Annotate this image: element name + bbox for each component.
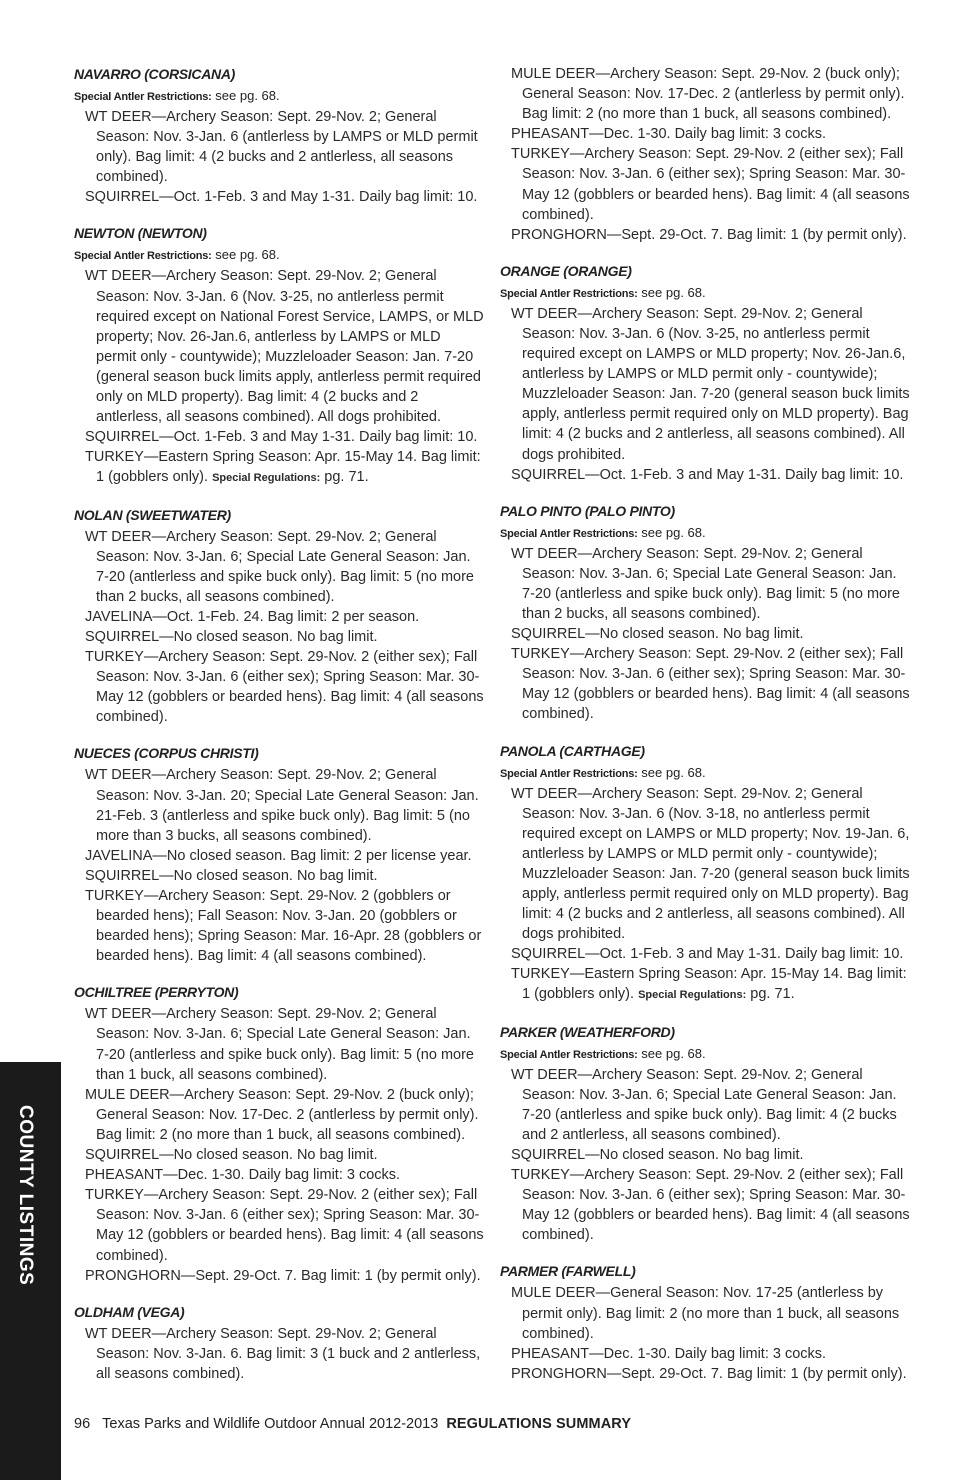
season-entry: WT DEER—Archery Season: Sept. 29-Nov. 2; General Season: Nov. 3-Jan. 6; Special Late General Season: Jan. 7-20 (antlerless and spike buck only). Bag limit: 4 (2 bucks and 2 antlerless, all seasons combined). (511, 1066, 897, 1143)
season-entry: SQUIRREL—No closed season. No bag limit. (85, 1147, 378, 1164)
season-entry: MULE DEER—Archery Season: Sept. 29-Nov. 2 (buck only); General Season: Nov. 17-Dec. 2 (antlerless by permit only). Bag limit: 2 (no more than 1 buck, all seasons combined). (511, 66, 905, 123)
right-column (500, 64, 910, 1400)
special-antler-restrictions (74, 86, 484, 107)
left-column (74, 64, 484, 1400)
season-entry: MULE DEER—Archery Season: Sept. 29-Nov. 2 (buck only); General Season: Nov. 17-Dec. 2 (antlerless by permit only). Bag limit: 2 (no more than 1 buck, all seasons combined). (85, 1086, 479, 1143)
season-entry: WT DEER—Archery Season: Sept. 29-Nov. 2; General Season: Nov. 3-Jan. 6. Bag limit: 3 (1 buck and 2 antlerless, all seasons combined). (85, 1325, 481, 1382)
special-label: Special Antler Restrictions: (74, 250, 212, 263)
special-label: Special Antler Restrictions: (500, 527, 638, 540)
special-regulations-label: Special Regulations: (638, 989, 747, 1002)
season-entry: PHEASANT—Dec. 1-30. Daily bag limit: 3 cocks. (85, 1167, 401, 1184)
special-antler-restrictions (500, 523, 910, 544)
season-entry: JAVELINA—Oct. 1-Feb. 24. Bag limit: 2 per season. (85, 608, 420, 625)
county-title: OLDHAM (VEGA) (74, 1303, 185, 1320)
county-title: ORANGE (ORANGE) (500, 262, 632, 279)
season-entry: PHEASANT—Dec. 1-30. Daily bag limit: 3 cocks. (511, 1345, 827, 1362)
special-regulations-ref: pg. 71. (750, 986, 795, 1003)
county-section (500, 501, 910, 725)
season-entry: TURKEY—Archery Season: Sept. 29-Nov. 2 (either sex); Fall Season: Nov. 3-Jan. 6 (either sex); Spring Season: Mar. 30-May 12 (gobblers or bearded hens). Bag limit: 4 (all seasons combined). (511, 1167, 910, 1244)
season-entry: TURKEY—Archery Season: Sept. 29-Nov. 2 (either sex); Fall Season: Nov. 3-Jan. 6 (either sex); Spring Season: Mar. 30-May 12 (gobblers or bearded hens). Bag limit: 4 (all seasons combined). (85, 649, 484, 726)
county-section (74, 982, 484, 1285)
county-title: PANOLA (CARTHAGE) (500, 742, 645, 759)
side-tab-label: COUNTY LISTINGS (15, 1105, 36, 1286)
season-entry: SQUIRREL—Oct. 1-Feb. 3 and May 1-31. Daily bag limit: 10. (511, 466, 904, 483)
page-number: 96 (74, 1416, 91, 1432)
special-label: Special Antler Restrictions: (500, 287, 638, 300)
season-entry: SQUIRREL—Oct. 1-Feb. 3 and May 1-31. Daily bag limit: 10. (85, 429, 478, 446)
season-entry-text: TURKEY—Eastern Spring Season: Apr. 15-May 14. Bag limit: 1 (gobblers only). (85, 449, 481, 486)
county-section (74, 223, 484, 488)
season-entry: JAVELINA—No closed season. Bag limit: 2 per license year. (85, 847, 472, 864)
county-title: NUECES (CORPUS CHRISTI) (74, 745, 259, 762)
county-title: OCHILTREE (PERRYTON) (74, 984, 239, 1001)
county-section (500, 1261, 910, 1383)
county-section (500, 64, 910, 245)
county-section (74, 64, 484, 207)
season-entry: TURKEY—Archery Season: Sept. 29-Nov. 2 (either sex); Fall Season: Nov. 3-Jan. 6 (either sex); Spring Season: Mar. 30-May 12 (gobblers or bearded hens). Bag limit: 4 (all seasons combined). (85, 1187, 484, 1264)
county-section (74, 743, 484, 966)
special-antler-restrictions (500, 1044, 910, 1065)
county-title: PALO PINTO (PALO PINTO) (500, 502, 675, 519)
season-entry (74, 447, 484, 488)
special-label: Special Antler Restrictions: (74, 91, 212, 103)
publication-title: Texas Parks and Wildlife Outdoor Annual 2012-2013 (102, 1416, 439, 1432)
county-title: NAVARRO (CORSICANA) (74, 66, 235, 82)
special-ref: see pg. 68. (641, 764, 706, 780)
season-entry: SQUIRREL—No closed season. No bag limit. (85, 867, 378, 884)
season-entry: WT DEER—Archery Season: Sept. 29-Nov. 2; General Season: Nov. 3-Jan. 6 (antlerless by LAMPS or MLD permit only). Bag limit: 4 (2 bucks and 2 antlerless, all seasons combined). (85, 109, 478, 186)
season-entry: WT DEER—Archery Season: Sept. 29-Nov. 2; General Season: Nov. 3-Jan. 6; Special Late General Season: Jan. 7-20 (antlerless and spike buck only). Bag limit: 5 (no more than 2 bucks, all seasons combined). (511, 545, 900, 622)
section-title: REGULATIONS SUMMARY (446, 1416, 632, 1432)
season-entry: SQUIRREL—No closed season. No bag limit. (511, 1146, 804, 1163)
county-section (74, 505, 484, 728)
season-entry: WT DEER—Archery Season: Sept. 29-Nov. 2; General Season: Nov. 3-Jan. 6 (Nov. 3-18, no antlerless permit required except on LAMPS or MLD property; Nov. 19-Jan. 6, antlerless by LAMPS or MLD permit only - countywide); Muzzleloader Season: Jan. 7-20 (general season buck limits apply, antlerless permit required only on MLD property). Bag limit: 4 (2 bucks and 2 antlerless, all seasons combined). All dogs prohibited. (511, 785, 910, 943)
season-entry: WT DEER—Archery Season: Sept. 29-Nov. 2; General Season: Nov. 3-Jan. 6 (Nov. 3-25, no antlerless permit required except on LAMPS or MLD property; Nov. 26-Jan.6, antlerless by LAMPS or MLD permit only - countywide); Muzzleloader Season: Jan. 7-20 (general season buck limits apply, antlerless permit required only on MLD property). Bag limit: 4 (2 bucks and 2 antlerless, all seasons combined). All dogs prohibited. (511, 305, 910, 463)
special-regulations-ref: pg. 71. (324, 469, 369, 486)
county-title: PARMER (FARWELL) (500, 1263, 636, 1280)
county-section (500, 261, 910, 485)
season-entry: SQUIRREL—Oct. 1-Feb. 3 and May 1-31. Daily bag limit: 10. (85, 189, 478, 206)
special-ref: see pg. 68. (641, 1045, 706, 1061)
season-entry: WT DEER—Archery Season: Sept. 29-Nov. 2; General Season: Nov. 3-Jan. 6; Special Late General Season: Jan. 7-20 (antlerless and spike buck only). Bag limit: 5 (no more than 1 buck, all seasons combined). (85, 1006, 474, 1083)
special-label: Special Antler Restrictions: (500, 1048, 638, 1061)
special-ref: see pg. 68. (641, 284, 706, 300)
season-entry: TURKEY—Archery Season: Sept. 29-Nov. 2 (either sex); Fall Season: Nov. 3-Jan. 6 (either sex); Spring Season: Mar. 30-May 12 (gobblers or bearded hens). Bag limit: 4 (all seasons combined). (511, 146, 910, 223)
county-section (500, 1022, 910, 1246)
season-entry: WT DEER—Archery Season: Sept. 29-Nov. 2; General Season: Nov. 3-Jan. 6 (Nov. 3-25, no antlerless permit required except on National Forest Service, LAMPS, or MLD property; Nov. 26-Jan.6, antlerless by LAMPS or MLD permit only - countywide); Muzzleloader Season: Jan. 7-20 (general season buck limits apply, antlerless permit required only on MLD property). Bag limit: 4 (2 bucks and 2 antlerless, all seasons combined). All dogs prohibited. (85, 268, 484, 426)
season-entry: PHEASANT—Dec. 1-30. Daily bag limit: 3 cocks. (511, 126, 827, 143)
special-label: Special Antler Restrictions: (500, 767, 638, 780)
special-antler-restrictions (74, 245, 484, 266)
special-antler-restrictions (500, 763, 910, 784)
special-regulations-label: Special Regulations: (212, 472, 321, 485)
season-entry-text: TURKEY—Eastern Spring Season: Apr. 15-May 14. Bag limit: 1 (gobblers only). (511, 966, 907, 1003)
county-title: NEWTON (NEWTON) (74, 225, 207, 242)
season-entry: PRONGHORN—Sept. 29-Oct. 7. Bag limit: 1 (by permit only). (511, 1365, 907, 1382)
season-entry: SQUIRREL—No closed season. No bag limit. (511, 626, 804, 643)
season-entry: MULE DEER—General Season: Nov. 17-25 (antlerless by permit only). Bag limit: 2 (no more than 1 buck, all seasons combined). (511, 1285, 900, 1342)
season-entry: SQUIRREL—Oct. 1-Feb. 3 and May 1-31. Daily bag limit: 10. (511, 946, 904, 963)
season-entry: WT DEER—Archery Season: Sept. 29-Nov. 2; General Season: Nov. 3-Jan. 6; Special Late General Season: Jan. 7-20 (antlerless and spike buck only). Bag limit: 5 (no more than 2 bucks, all seasons combined). (85, 528, 474, 605)
special-ref: see pg. 68. (215, 88, 280, 103)
season-entry: WT DEER—Archery Season: Sept. 29-Nov. 2; General Season: Nov. 3-Jan. 20; Special Late General Season: Jan. 21-Feb. 3 (antlerless and spike buck only). Bag limit: 5 (no more than 3 bucks, all seasons combined). (85, 767, 479, 844)
footer (74, 1416, 631, 1432)
season-entry: PRONGHORN—Sept. 29-Oct. 7. Bag limit: 1 (by permit only). (511, 226, 907, 243)
season-entry: TURKEY—Archery Season: Sept. 29-Nov. 2 (gobblers or bearded hens); Fall Season: Nov. 3-Jan. 20 (gobblers or bearded hens); Spring Season: Mar. 16-Apr. 28 (gobblers or bearded hens). Bag limit: 4 (all seasons combined). (85, 888, 482, 965)
county-title: PARKER (WEATHERFORD) (500, 1023, 675, 1040)
county-section (500, 741, 910, 1006)
special-antler-restrictions (500, 283, 910, 304)
special-ref: see pg. 68. (215, 247, 280, 263)
season-entry: SQUIRREL—No closed season. No bag limit. (85, 628, 378, 645)
county-title: NOLAN (SWEETWATER) (74, 506, 231, 523)
season-entry (500, 964, 910, 1005)
county-section (74, 1302, 484, 1384)
special-ref: see pg. 68. (641, 524, 706, 540)
season-entry: TURKEY—Archery Season: Sept. 29-Nov. 2 (either sex); Fall Season: Nov. 3-Jan. 6 (either sex); Spring Season: Mar. 30-May 12 (gobblers or bearded hens). Bag limit: 4 (all seasons combined). (511, 646, 910, 723)
season-entry: PRONGHORN—Sept. 29-Oct. 7. Bag limit: 1 (by permit only). (85, 1267, 481, 1284)
